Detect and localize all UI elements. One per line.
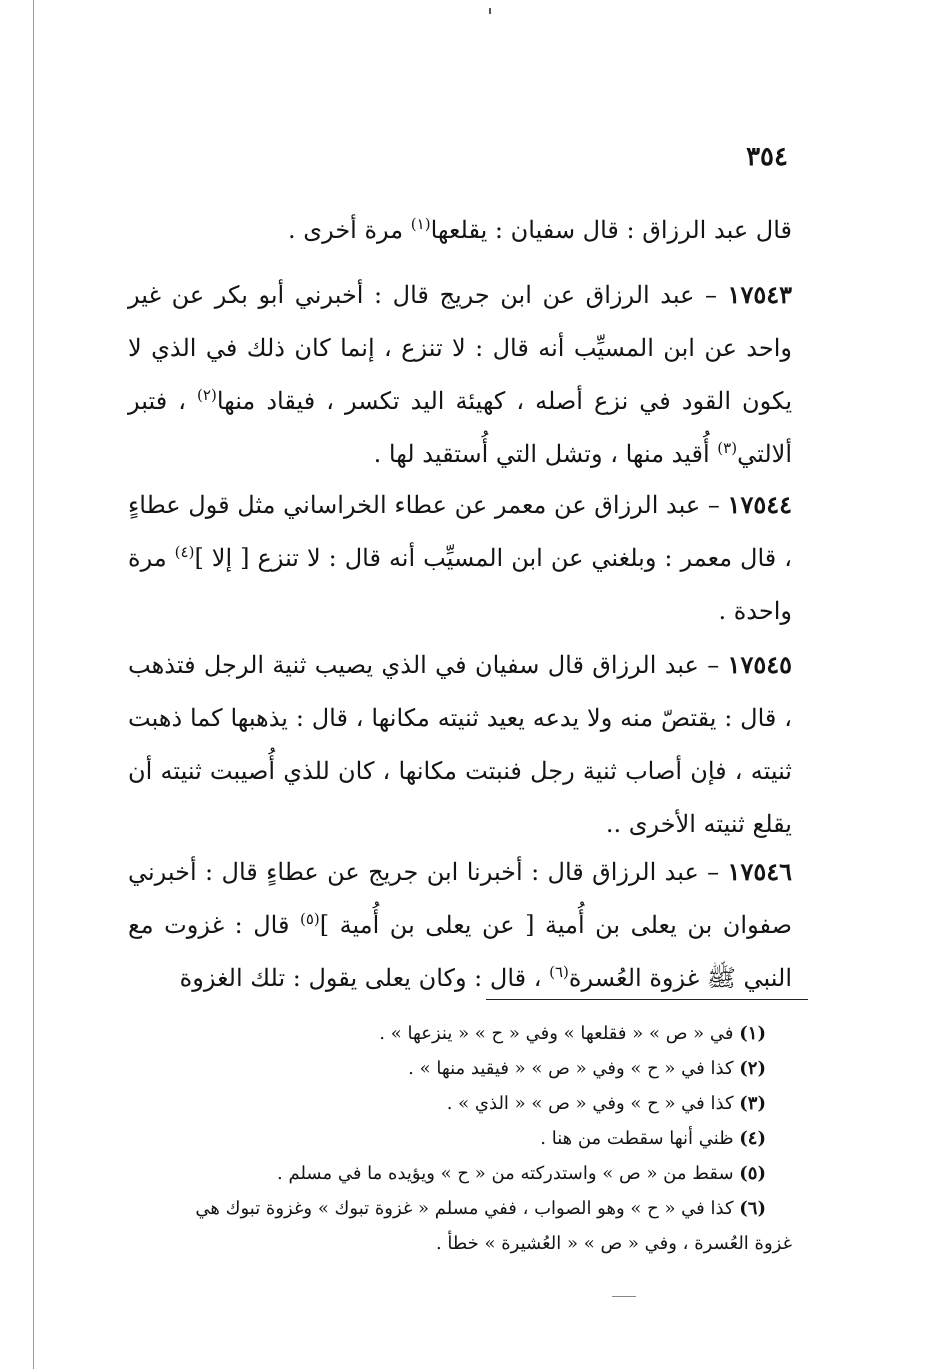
hadith-number: ١٧٥٤٤ (727, 490, 792, 519)
footnote-item (128, 1121, 792, 1156)
footnote-ref: (٣) (717, 439, 738, 457)
paragraph-text: – عبد الرزاق قال : أخبرنا ابن جريج عن عطاءٍ قال : أخبرني صفوان بن يعلى بن أُمية [ عن يعلى بن أُمية ] (128, 858, 792, 939)
paragraph-text: – عبد الرزاق قال سفيان في الذي يصيب ثنية الرجل فتذهب ، قال : يقتصّ منه ولا يدعه يعيد ثنيته مكانها ، قال : يذهبها كما ذهبت ثنيته ، فإن أصاب ثنية رجل فنبتت مكانها ، كان للذي أُصيبت ثنيته أن يقلع ثنيته الأخرى .. (128, 651, 792, 838)
scan-edge-line (33, 0, 34, 1369)
hadith-paragraph (128, 478, 792, 638)
footnote-item (128, 1086, 792, 1121)
paragraph-text: ، قال : وكان يعلى يقول : تلك الغزوة (179, 964, 542, 992)
footnote-item (128, 1191, 792, 1261)
footnote-text: سقط من « ص » واستدركته من « ح » ويؤيده ما في مسلم . (277, 1163, 734, 1184)
footnote-ref: (٤) (174, 543, 195, 561)
footnote-text: في « ص » « فقلعها » وفي « ح » « ينزعها » . (379, 1023, 734, 1044)
hadith-paragraph (128, 268, 792, 481)
scan-mark (612, 1296, 636, 1297)
footnote-text: كذا في « ح » وفي « ص » « الذي » . (446, 1093, 734, 1114)
footnote-ref: (٥) (300, 910, 320, 928)
footnote-number: (١) (739, 1023, 766, 1044)
paragraph-text: أُقيد منها ، وتشل التي أُستقيد لها . (373, 440, 710, 468)
footnote-number: (٥) (739, 1163, 766, 1184)
hadith-paragraph (128, 845, 792, 1005)
footnote-ref: (٦) (549, 963, 569, 981)
paragraph-text: قال عبد الرزاق : قال سفيان : يقلعها (430, 216, 792, 244)
footnote-item (128, 1016, 792, 1051)
paragraph-text: قال : غزوت مع النبي ﷺ غزوة العُسرة (128, 911, 792, 992)
footnote-text: كذا في « ح » وهو الصواب ، ففي مسلم « غزوة تبوك » وغزوة تبوك هي (195, 1198, 734, 1219)
footnote-separator (486, 999, 808, 1000)
paragraph-intro (128, 204, 792, 257)
paragraph-text: مرة واحدة . (128, 544, 792, 625)
footnote-number: (٣) (739, 1093, 766, 1114)
footnotes (128, 1016, 792, 1261)
footnote-text: كذا في « ح » وفي « ص » « فيقيد منها » . (408, 1058, 734, 1079)
paragraph-text: – عبد الرزاق عن ابن جريج قال : أخبرني أبو بكر عن غير واحد عن ابن المسيِّب أنه قال : لا تنزع ، إنما كان ذلك في الذي لا يكون القود في نزع أصله ، كهيئة اليد تكسر ، فيقاد منها (128, 281, 792, 415)
footnote-ref: (٢) (197, 386, 217, 404)
paragraph-text: مرة أخرى . (288, 216, 404, 244)
scan-mark (489, 8, 491, 14)
hadith-number: ١٧٥٤٥ (727, 650, 792, 679)
paragraph-text: ، فتبر ألالتي (128, 387, 792, 468)
footnote-item (128, 1051, 792, 1086)
hadith-paragraph (128, 638, 792, 851)
footnote-number: (٤) (739, 1128, 766, 1149)
paragraph-text: – عبد الرزاق عن معمر عن عطاء الخراساني مثل قول عطاءٍ ، قال معمر : وبلغني عن ابن المسيِّب أنه قال : لا تنزع [ إلا ] (128, 491, 792, 572)
footnote-number: (٢) (739, 1058, 766, 1079)
footnote-number: (٦) (739, 1198, 766, 1219)
footnote-item (128, 1156, 792, 1191)
footnote-text: ظني أنها سقطت من هنا . (540, 1128, 734, 1149)
hadith-number: ١٧٥٤٣ (727, 280, 792, 309)
footnote-ref: (١) (410, 215, 431, 233)
hadith-number: ١٧٥٤٦ (727, 857, 792, 886)
page-number: ٣٥٤ (746, 142, 788, 172)
footnote-text-continued: غزوة العُسرة ، وفي « ص » « العُشيرة » خطأ . (435, 1233, 792, 1254)
